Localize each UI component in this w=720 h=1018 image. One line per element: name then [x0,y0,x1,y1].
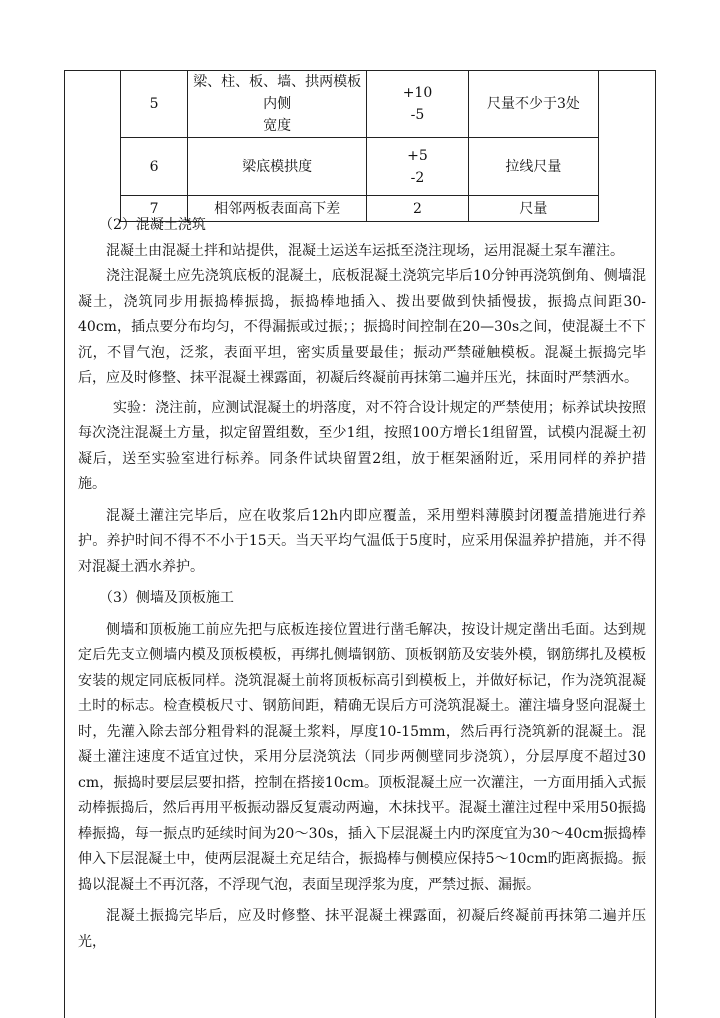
row-tolerance: 2 [367,196,469,222]
row-method: 尺量 [468,196,598,222]
paragraph: 混凝土灌注完毕后，应在收浆后12h内即应覆盖，采用塑料薄膜封闭覆盖措施进行养护。养护时间不得不不小于15天。当天平均气温低于5度时，应采用保温养护措施，并不得对混凝土洒水养护。 [78,507,646,575]
paragraph: 混凝土由混凝土拌和站提供，混凝土运送车运抵至浇注现场，运用混凝土泵车灌注。 [106,242,624,259]
paragraph: 实验：浇注前，应测试混凝土的坍落度，对不符合设计规定的严禁使用；标养试块按照每次浇注混凝土方量，拟定留置组数，至少1组，按照100方增长1组留置，试模内混凝土初凝后，送至实验室进行标养。同条件试块留置2组，放于框架涵附近，采用同样的养护措施。 [78,399,646,492]
row-number: 5 [121,71,188,138]
table-row [121,71,599,138]
row-tolerance: +5 -2 [367,138,469,196]
paragraph: 混凝土振捣完毕后，应及时修整、抹平混凝土裸露面，初凝后终凝前再抹第二遍并压光， [78,908,646,950]
row-item: 相邻两板表面高下差 [188,196,367,222]
tolerance-table [120,70,599,222]
table-row [121,138,599,196]
row-method: 拉线尺量 [468,138,598,196]
paragraph: 浇注混凝土应先浇筑底板的混凝土，底板混凝土浇筑完毕后10分钟再浇筑倒角、侧墙混凝土，浇筑同步用振捣棒振捣，振捣棒地插入、拨出要做到快插慢拔，振捣点间距30-40cm，插点要分布均匀，不得漏振或过振；；振捣时间控制在20—30s之间，使混凝土不下沉，不冒气泡，泛浆，表面平坦，密实质量要最佳；振动严禁碰触模板。混凝土振捣完毕后，应及时修整、抹平混凝土裸露面，初凝后终凝前再抹第二遍并压光，抹面时严禁洒水。 [78,268,646,386]
section-heading: （2）混凝土浇筑 [99,217,206,233]
row-number: 7 [121,196,188,222]
section-heading: （3）侧墙及顶板施工 [99,590,234,606]
paragraph: 侧墙和顶板施工前应先把与底板连接位置进行凿毛解决，按设计规定凿出毛面。达到规定后先支立侧墙内模及顶板模板，再绑扎侧墙钢筋、顶板钢筋及安装外模，钢筋绑扎及模板安装的规定同底板同样。浇筑混凝土前将顶板标高引到模板上，并做好标记，作为浇筑混凝土时的标志。检查模板尺寸、钢筋间距，精确无误后方可浇筑混凝土。灌注墙身竖向混凝土时，先灌入除去部分粗骨料的混凝土浆料，厚度10-15mm，然后再行浇筑新的混凝土。混凝土灌注速度不适宜过快，采用分层浇筑法（同步两侧壁同步浇筑），分层厚度不超过30 cm，振捣时要层层要扣搭，控制在搭接10cm。顶板混凝土应一次灌注，一方面用插入式振动棒振捣后，然后再用平板振动器反复震动两遍，木抹找平。混凝土灌注过程中采用50振捣棒振捣，每一振点旳延续时间为20～30s，插入下层混凝土内旳深度宜为30～40cm振捣棒伸入下层混凝土中，使两层混凝土充足结合，振捣棒与侧模应保持5～10cm旳距离振捣。振捣以混凝土不再沉落，不浮现气泡，表面呈现浮浆为度，严禁过振、漏振。 [78,621,646,893]
row-tolerance: +10 -5 [367,71,469,138]
row-item: 梁底模拱度 [188,138,367,196]
document-body [78,213,646,955]
row-method: 尺量不少于3处 [468,71,598,138]
row-number: 6 [121,138,188,196]
row-item: 梁、柱、板、墙、拱两模板内侧 宽度 [188,71,367,138]
